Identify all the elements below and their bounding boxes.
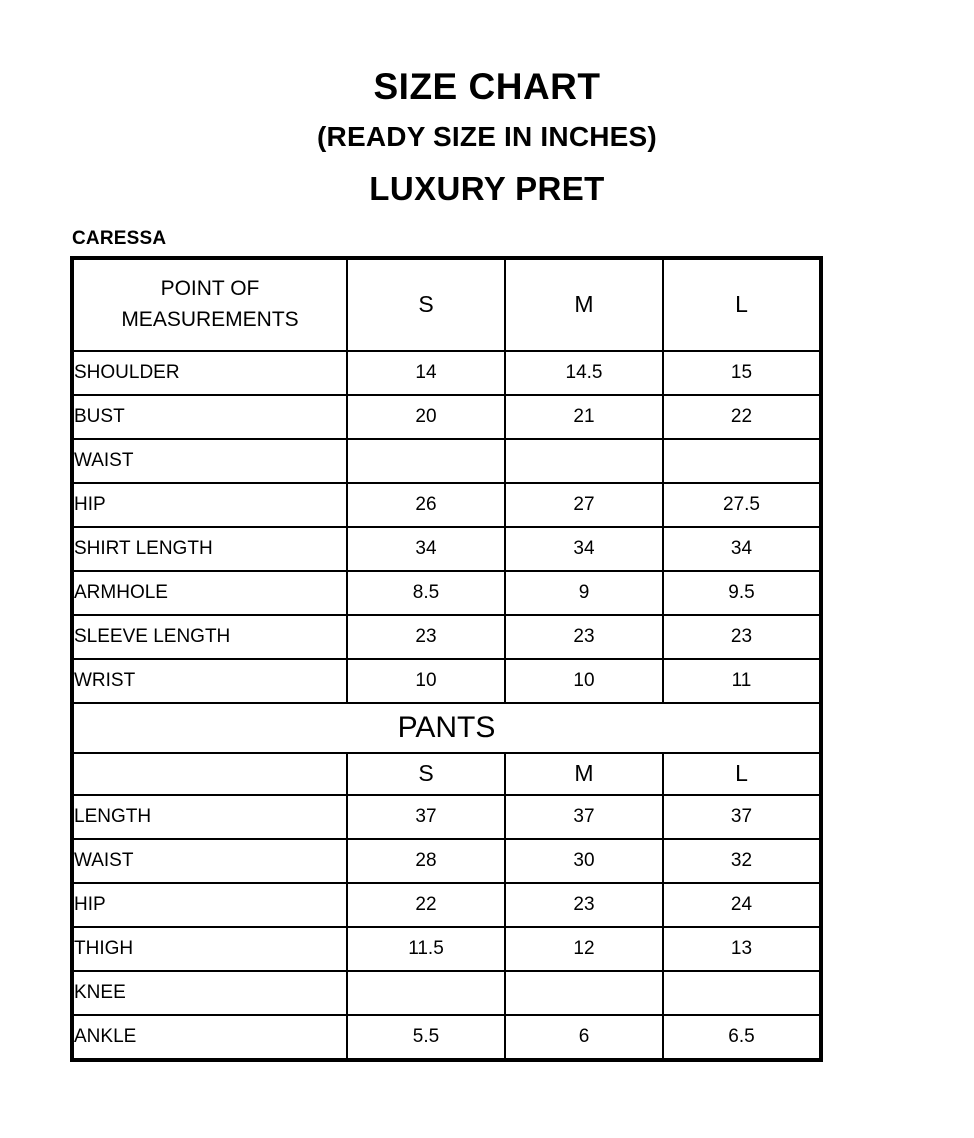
table-row [72, 839, 821, 883]
pants-measurement-value-s: 11.5 [347, 927, 505, 971]
measurement-label: SLEEVE LENGTH [72, 615, 347, 659]
pants-measurement-value-s: 28 [347, 839, 505, 883]
table-row [72, 927, 821, 971]
measurement-value-s: 26 [347, 483, 505, 527]
pants-measurement-value-m: 23 [505, 883, 663, 927]
table-row [72, 615, 821, 659]
measurement-value-s: 20 [347, 395, 505, 439]
table-header-row [72, 258, 821, 351]
pants-measurement-value-l: 37 [663, 795, 821, 839]
measurement-label: WAIST [72, 439, 347, 483]
pants-measurement-value-l: 6.5 [663, 1015, 821, 1060]
measurement-value-l: 23 [663, 615, 821, 659]
pants-measurement-value-s [347, 971, 505, 1015]
table-row [72, 439, 821, 483]
product-name-label: CARESSA [72, 227, 167, 249]
pants-measurement-label: THIGH [72, 927, 347, 971]
measurement-value-s [347, 439, 505, 483]
page-title: SIZE CHART [373, 66, 601, 107]
pants-header-size-s: S [347, 753, 505, 795]
table-row [72, 971, 821, 1015]
measurement-value-m: 10 [505, 659, 663, 703]
header-size-s: S [347, 258, 505, 351]
table-row [72, 483, 821, 527]
measurement-value-m: 14.5 [505, 351, 663, 395]
pants-measurement-label: LENGTH [72, 795, 347, 839]
measurement-label: ARMHOLE [72, 571, 347, 615]
measurement-value-l: 34 [663, 527, 821, 571]
pants-header-row [72, 753, 821, 795]
size-chart-table [70, 256, 823, 1062]
pants-header-size-m: M [505, 753, 663, 795]
measurement-value-s: 14 [347, 351, 505, 395]
measurement-label: HIP [72, 483, 347, 527]
pants-header-size-l: L [663, 753, 821, 795]
measurement-value-m: 34 [505, 527, 663, 571]
pants-measurement-label: WAIST [72, 839, 347, 883]
pants-measurement-value-l: 24 [663, 883, 821, 927]
brand-title: LUXURY PRET [369, 169, 605, 207]
pants-measurement-value-s: 22 [347, 883, 505, 927]
measurement-value-m [505, 439, 663, 483]
pants-measurement-value-l: 32 [663, 839, 821, 883]
pants-measurement-value-s: 5.5 [347, 1015, 505, 1060]
header-measure-line-1: POINT OF [160, 277, 260, 301]
measurement-value-l [663, 439, 821, 483]
measurement-value-m: 27 [505, 483, 663, 527]
measurement-label: WRIST [72, 659, 347, 703]
measurement-value-l: 22 [663, 395, 821, 439]
pants-section-title: PANTS [72, 703, 821, 753]
table-row [72, 351, 821, 395]
pants-measurement-value-l [663, 971, 821, 1015]
pants-measurement-value-m [505, 971, 663, 1015]
table-row [72, 571, 821, 615]
measurement-label: BUST [72, 395, 347, 439]
measurement-value-m: 9 [505, 571, 663, 615]
table-row [72, 1015, 821, 1060]
pants-measurement-value-m: 37 [505, 795, 663, 839]
table-row [72, 883, 821, 927]
size-chart-table-wrap [70, 256, 819, 1062]
pants-measurement-label: ANKLE [72, 1015, 347, 1060]
measurement-value-s: 8.5 [347, 571, 505, 615]
pants-measurement-value-s: 37 [347, 795, 505, 839]
measurement-value-s: 10 [347, 659, 505, 703]
page-subtitle: (READY SIZE IN INCHES) [317, 121, 657, 153]
pants-divider-row [72, 703, 821, 753]
table-row [72, 659, 821, 703]
header-measure-line-2: MEASUREMENTS [121, 307, 299, 331]
pants-measurement-value-m: 30 [505, 839, 663, 883]
measurement-value-m: 23 [505, 615, 663, 659]
measurement-value-l: 11 [663, 659, 821, 703]
measurement-label: SHOULDER [72, 351, 347, 395]
pants-measurement-label: KNEE [72, 971, 347, 1015]
measurement-value-l: 9.5 [663, 571, 821, 615]
pants-measurement-value-m: 6 [505, 1015, 663, 1060]
table-row [72, 527, 821, 571]
measurement-value-m: 21 [505, 395, 663, 439]
header-size-l: L [663, 258, 821, 351]
measurement-value-s: 34 [347, 527, 505, 571]
header-point-of-measurements [72, 258, 347, 351]
title-block [0, 0, 974, 208]
table-row [72, 795, 821, 839]
pants-measurement-value-l: 13 [663, 927, 821, 971]
measurement-value-s: 23 [347, 615, 505, 659]
measurement-label: SHIRT LENGTH [72, 527, 347, 571]
table-row [72, 395, 821, 439]
pants-header-blank-cell [72, 753, 347, 795]
header-size-m: M [505, 258, 663, 351]
measurement-value-l: 27.5 [663, 483, 821, 527]
pants-measurement-label: HIP [72, 883, 347, 927]
pants-measurement-value-m: 12 [505, 927, 663, 971]
measurement-value-l: 15 [663, 351, 821, 395]
